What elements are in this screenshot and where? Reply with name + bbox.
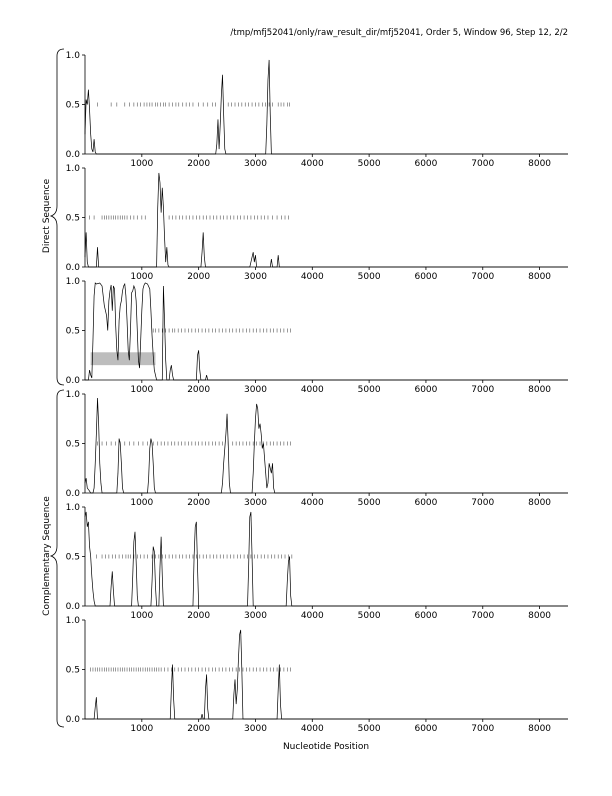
brace-direct — [51, 49, 64, 385]
series-line — [85, 512, 568, 606]
x-tick-label: 8000 — [528, 724, 552, 734]
label-complementary-sequence: Complementary Sequence — [42, 496, 52, 616]
x-tick-label: 6000 — [414, 272, 438, 282]
y-tick-label: 0.0 — [65, 263, 80, 273]
panel-complementary-frame-1 — [66, 390, 568, 508]
y-tick-label: 0.0 — [65, 715, 80, 725]
x-tick-label: 4000 — [300, 498, 324, 508]
y-tick-label: 0.0 — [65, 150, 80, 160]
y-tick-label: 1.0 — [65, 390, 80, 400]
y-tick-label: 0.5 — [65, 213, 80, 224]
x-tick-label: 7000 — [471, 724, 495, 734]
y-tick-label: 1.0 — [65, 277, 80, 287]
x-tick-label: 7000 — [471, 385, 495, 395]
panel-direct-frame-2 — [66, 164, 568, 282]
panel-complementary-frame-3 — [66, 616, 568, 734]
series-line — [85, 630, 568, 719]
y-tick-label: 0.5 — [65, 552, 80, 563]
x-tick-label: 1000 — [130, 724, 154, 734]
x-tick-label: 1000 — [130, 385, 154, 395]
x-axis-title: Nucleotide Position — [282, 742, 370, 752]
x-tick-label: 4000 — [300, 611, 324, 621]
x-tick-label: 2000 — [187, 159, 211, 169]
y-tick-label: 0.0 — [65, 489, 80, 499]
series-line — [85, 60, 568, 154]
x-tick-label: 7000 — [471, 498, 495, 508]
x-tick-label: 6000 — [414, 385, 438, 395]
x-tick-label: 5000 — [357, 385, 381, 395]
x-tick-label: 8000 — [528, 385, 552, 395]
x-tick-label: 5000 — [357, 159, 381, 169]
x-tick-label: 8000 — [528, 159, 552, 169]
x-tick-label: 1000 — [130, 272, 154, 282]
panels — [66, 51, 568, 734]
x-tick-label: 4000 — [300, 272, 324, 282]
y-tick-label: 0.5 — [65, 100, 80, 111]
y-tick-label: 1.0 — [65, 616, 80, 626]
x-tick-label: 6000 — [414, 159, 438, 169]
x-tick-label: 5000 — [357, 498, 381, 508]
x-tick-label: 8000 — [528, 611, 552, 621]
x-tick-label: 6000 — [414, 724, 438, 734]
brace-complementary — [51, 390, 64, 727]
y-tick-label: 1.0 — [65, 164, 80, 174]
x-tick-label: 1000 — [130, 611, 154, 621]
x-tick-label: 2000 — [187, 611, 211, 621]
x-tick-label: 4000 — [300, 385, 324, 395]
x-tick-label: 5000 — [357, 272, 381, 282]
y-tick-label: 0.0 — [65, 376, 80, 386]
x-tick-label: 2000 — [187, 272, 211, 282]
x-tick-label: 7000 — [471, 159, 495, 169]
x-tick-label: 8000 — [528, 272, 552, 282]
x-tick-label: 1000 — [130, 159, 154, 169]
x-tick-label: 6000 — [414, 498, 438, 508]
x-tick-label: 1000 — [130, 498, 154, 508]
panel-direct-frame-3 — [66, 277, 568, 395]
x-tick-label: 3000 — [244, 385, 267, 395]
x-tick-label: 7000 — [471, 611, 495, 621]
highlight-region — [91, 352, 156, 365]
x-tick-label: 7000 — [471, 272, 495, 282]
x-tick-label: 2000 — [187, 498, 211, 508]
series-line — [85, 173, 568, 267]
label-direct-sequence: Direct Sequence — [42, 178, 52, 254]
y-tick-label: 0.0 — [65, 602, 80, 612]
series-line — [85, 283, 568, 380]
x-tick-label: 5000 — [357, 611, 381, 621]
x-tick-label: 3000 — [244, 611, 267, 621]
y-tick-label: 0.5 — [65, 439, 80, 450]
x-tick-label: 5000 — [357, 724, 381, 734]
y-tick-label: 1.0 — [65, 503, 80, 513]
x-tick-label: 4000 — [300, 159, 324, 169]
y-tick-label: 0.5 — [65, 665, 80, 676]
x-tick-label: 4000 — [300, 724, 324, 734]
y-tick-label: 1.0 — [65, 51, 80, 61]
panel-direct-frame-1 — [66, 51, 568, 169]
x-tick-label: 8000 — [528, 498, 552, 508]
x-tick-label: 3000 — [244, 724, 267, 734]
header-text: /tmp/mfj52041/only/raw_result_dir/mfj52041, Order 5, Window 96, Step 12, 2/2 — [230, 28, 568, 38]
x-tick-label: 3000 — [244, 498, 267, 508]
x-tick-label: 2000 — [187, 724, 211, 734]
x-tick-label: 3000 — [244, 272, 267, 282]
y-tick-label: 0.5 — [65, 326, 80, 337]
x-tick-label: 2000 — [187, 385, 211, 395]
x-tick-label: 6000 — [414, 611, 438, 621]
x-tick-label: 3000 — [244, 159, 267, 169]
panel-complementary-frame-2 — [66, 503, 568, 621]
